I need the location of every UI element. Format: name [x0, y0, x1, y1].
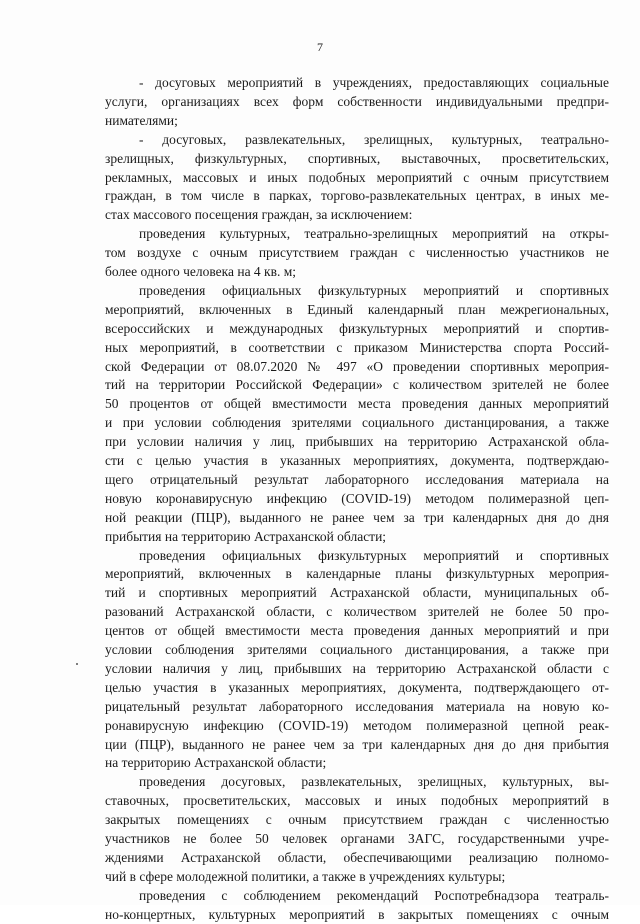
text-line: проведения официальных физкультурных мероприятий и спортивных [139, 548, 609, 563]
text-line: разований Астраханской области, с количеством зрителей не более 50 про- [105, 604, 609, 619]
text-line: ной реакции (ПЦР), выданного не ранее чем за три календарных дня до дня [105, 510, 609, 525]
text-line: проведения культурных, театрально-зрелищных мероприятий на откры- [139, 226, 609, 241]
text-line: ждениями Астраханской области, обеспечивающими реализацию полномо- [105, 850, 609, 865]
text-line: граждан, в том числе в парках, торгово-развлекательных центрах, в иных ме- [105, 188, 609, 203]
text-line: проведения досуговых, развлекательных, зрелищных, культурных, вы- [139, 774, 609, 789]
text-line: 50 процентов от общей вместимости места проведения данных мероприятий [105, 396, 609, 411]
text-line: рекламных, массовых и иных подобных мероприятий с очным присутствием [105, 170, 609, 185]
text-line: условии наличия у лиц, прибывших на территорию Астраханской области с [105, 661, 609, 676]
text-line: чий в сфере молодежной политики, а также в учреждениях культуры; [105, 869, 506, 884]
text-line: и при условии соблюдения зрителями социального дистанцирования, а также [105, 415, 609, 430]
text-line: ставочных, просветительских, массовых и иных подобных мероприятий в [105, 793, 609, 808]
text-line: ской Федерации от 08.07.2020 № 497 «О проведении спортивных мероприя- [105, 359, 609, 374]
text-line: сти с целью участия в указанных мероприятиях, документа, подтверждаю- [105, 453, 609, 468]
page-number: 7 [317, 40, 323, 54]
text-line: всероссийских и международных физкультурных мероприятий и спортив- [105, 321, 609, 336]
text-line: прибытия на территорию Астраханской области; [105, 529, 387, 544]
text-line: участников не более 50 человек органами ЗАГС, государственными учре- [105, 831, 609, 846]
text-line: мероприятий, включенных в календарные планы физкультурных мероприя- [105, 566, 609, 581]
text-line: - досуговых, развлекательных, зрелищных, культурных, театрально- [139, 132, 609, 147]
text-line: - досуговых мероприятий в учреждениях, предоставляющих социальные [139, 75, 609, 90]
text-line: ронавирусную инфекцию (COVID-19) методом полимеразной цепной реак- [105, 718, 609, 733]
text-line: но-концертных, культурных мероприятий в закрытых помещениях с очным [105, 907, 609, 922]
text-line: ции (ПЦР), выданного не ранее чем за три календарных дня до дня прибытия [105, 737, 609, 752]
text-line: том воздухе с очным присутствием граждан с численностью участников не [105, 245, 609, 260]
text-line: нимателями; [105, 113, 178, 128]
text-line: при условии наличия у лиц, прибывших на территорию Астраханской обла- [105, 434, 609, 449]
text-line: более одного человека на 4 кв. м; [105, 264, 297, 279]
text-line: мероприятий, включенных в Единый календарный план межрегиональных, [105, 302, 609, 317]
text-line: зрелищных, физкультурных, спортивных, выставочных, просветительских, [105, 151, 609, 166]
text-line: рицательный результат лабораторного исследования материала на новую ко- [105, 699, 609, 714]
text-line: тий на территории Российской Федерации» с количеством зрителей не более [105, 377, 609, 392]
text-line: закрытых помещениях с очным присутствием граждан с численностью [105, 812, 609, 827]
text-line: проведения официальных физкультурных мероприятий и спортивных [139, 283, 609, 298]
text-line: стах массового посещения граждан, за исключением: [105, 207, 413, 222]
text-line: на территорию Астраханской области; [105, 755, 327, 770]
scan-speck [76, 663, 78, 665]
text-line: условии соблюдения зрителями социального дистанцирования, а также при [105, 642, 609, 657]
text-line: проведения с соблюдением рекомендаций Роспотребнадзора театраль- [139, 888, 609, 903]
text-line: центов от общей вместимости места проведения данных мероприятий и при [105, 623, 609, 638]
text-line: целью участия в указанных мероприятиях, документа, подтверждающего от- [105, 680, 609, 695]
text-line: щего отрицательный результат лабораторного исследования материала на [105, 472, 609, 487]
text-line: тий и спортивных мероприятий Астраханской области, муниципальных об- [105, 585, 609, 600]
text-line: новую коронавирусную инфекцию (COVID-19) методом полимеразной цеп- [105, 491, 609, 506]
text-line: услуги, организациях всех форм собственности индивидуальными предпри- [105, 94, 609, 109]
text-line: ных мероприятий, в соответствии с приказом Министерства спорта Россий- [105, 340, 609, 355]
